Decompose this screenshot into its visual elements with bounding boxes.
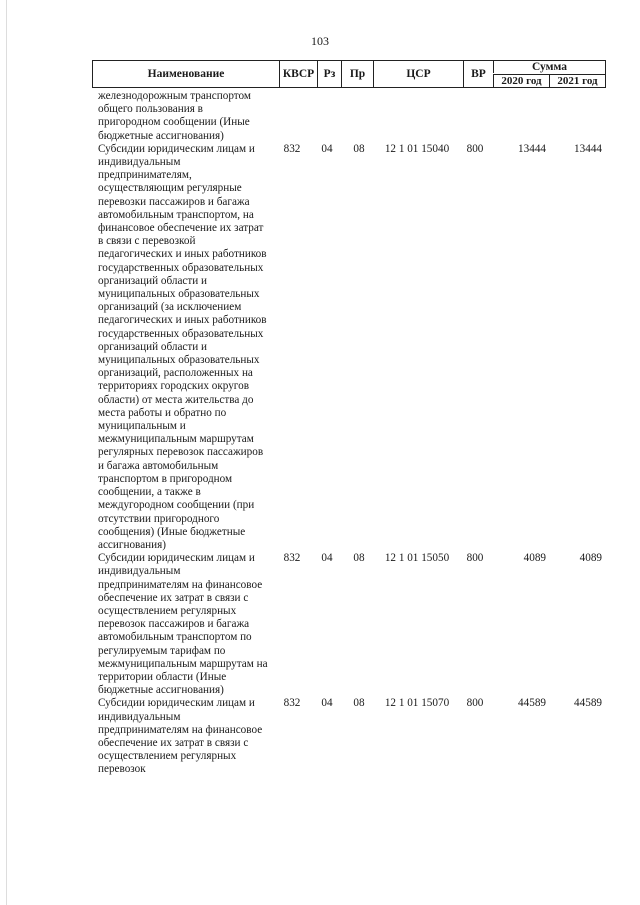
header-name: Наименование [147, 68, 225, 80]
row-kvsr: 832 [283, 142, 301, 155]
row-name: железнодорожным транспортом общего пользования в пригородном сообщении (Иные бюджетные ассигнования) [98, 90, 251, 142]
header-sum: Сумма [493, 61, 605, 73]
scan-edge [6, 0, 7, 905]
header-rz: Рз [317, 61, 341, 87]
row-csr: 12 1 01 15050 [384, 552, 450, 565]
row-amount-2021: 44589 [574, 697, 602, 710]
row-pr: 08 [353, 142, 365, 155]
row-kvsr: 832 [283, 552, 301, 565]
row-vr: 800 [466, 697, 484, 710]
table-header [92, 60, 606, 88]
header-csr: ЦСР [373, 61, 463, 87]
table-row [92, 90, 606, 143]
header-vr: ВР [463, 61, 493, 87]
row-name: Субсидии юридическим лицам и индивидуальным предпринимателям на финансовое обеспечение их затрат в связи с осуществлением регулярных перевозок [98, 697, 263, 776]
header-pr: Пр [341, 61, 373, 87]
row-csr: 12 1 01 15070 [384, 697, 450, 710]
header-year-2020: 2020 год [493, 74, 549, 87]
row-rz: 04 [321, 552, 333, 565]
row-vr: 800 [466, 552, 484, 565]
page-number: 103 [311, 34, 329, 48]
row-name: Субсидии юридическим лицам и индивидуальным предпринимателям на финансовое обеспечение их затрат в связи с осуществлением регулярных перевозок пассажиров и багажа автомобильным транспортом по регулируемым тарифам по межмуниципальным маршрутам на территории области (Иные бюджетные ассигнования) [98, 552, 268, 697]
row-amount-2020: 44589 [518, 697, 546, 710]
row-amount-2021: 13444 [574, 142, 602, 155]
row-kvsr: 832 [283, 697, 301, 710]
budget-table [92, 60, 606, 777]
row-amount-2021: 4089 [579, 552, 602, 565]
row-rz: 04 [321, 142, 333, 155]
row-rz: 04 [321, 697, 333, 710]
row-pr: 08 [353, 697, 365, 710]
row-amount-2020: 13444 [518, 142, 546, 155]
header-year-2021: 2021 год [549, 74, 605, 87]
table-body [92, 90, 606, 777]
row-csr: 12 1 01 15040 [384, 142, 450, 155]
table-row [92, 143, 606, 552]
row-amount-2020: 4089 [523, 552, 546, 565]
row-vr: 800 [466, 142, 484, 155]
table-row [92, 697, 606, 776]
row-name: Субсидии юридическим лицам и индивидуальным предпринимателям, осуществляющим регулярные перевозки пассажиров и багажа автомобильным транспортом, на финансовое обеспечение их затрат в связи с перевозкой педагогических и иных работников государственных образовательных организаций области и муниципальных образовательных организаций (за исключением педагогических и иных работников государственных образовательных организаций области и муниципальных образовательных организаций, расположенных на территориях городских округов области) от места жительства до места работы и обратно по муниципальным и межмуниципальным маршрутам регулярных перевозок пассажиров и багажа автомобильным транспортом в пригородном сообщении, а также в междугородном сообщении (при отсутствии пригородного сообщения) (Иные бюджетные ассигнования) [98, 142, 267, 551]
header-kvsr: КВСР [279, 61, 317, 87]
row-pr: 08 [353, 552, 365, 565]
table-row [92, 552, 606, 697]
